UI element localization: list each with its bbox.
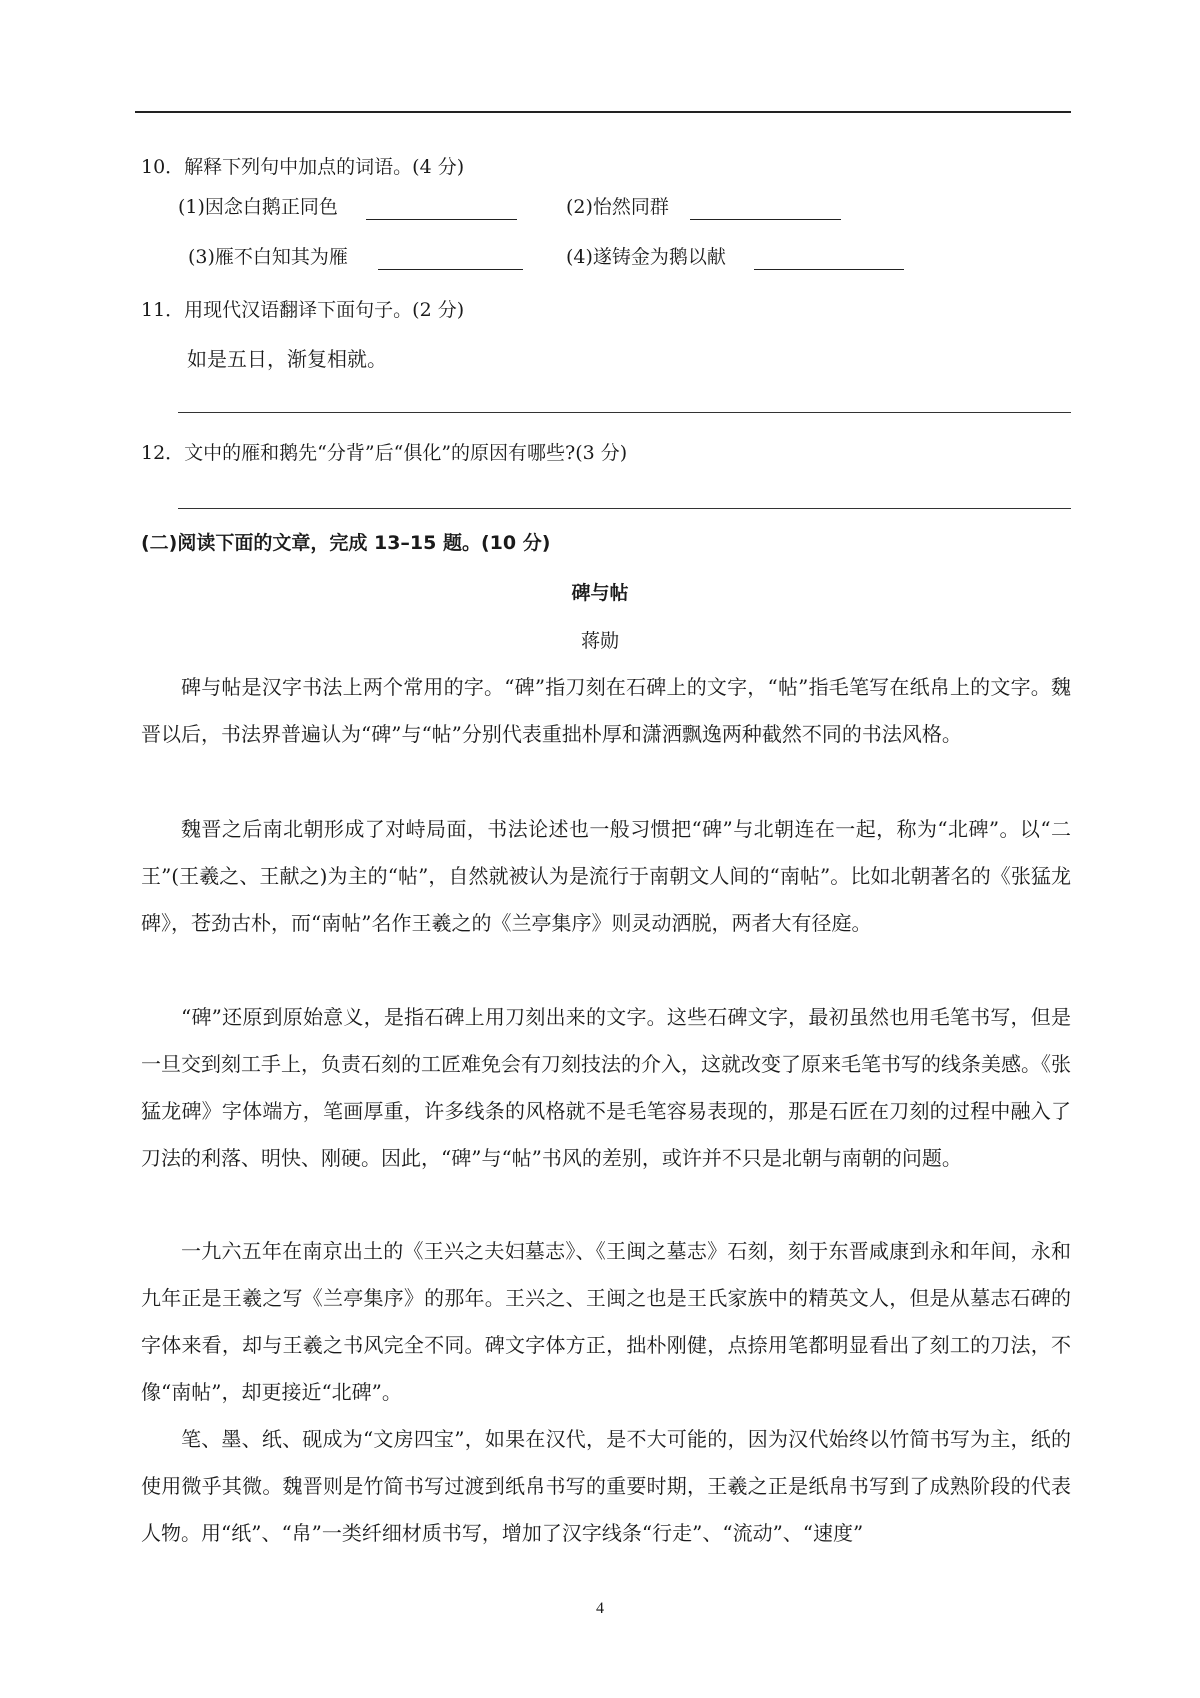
article-paragraph: 魏晋之后南北朝形成了对峙局面，书法论述也一般习惯把“碑”与北朝连在一起，称为“北碑”。以“二王”(王羲之、王献之)为主的“帖”，自然就被认为是流行于南朝文人间的“南帖”。比如北朝著名的《张猛龙碑》，苍劲古朴，而“南帖”名作王羲之的《兰亭集序》则灵动洒脱，两者大有径庭。: [141, 817, 1071, 935]
article-title: 碑与帖: [571, 582, 629, 604]
question-10-item-4: (4)遂铸金为鹅以献: [566, 246, 726, 268]
article-paragraph: 一九六五年在南京出土的《王兴之夫妇墓志》、《王闽之墓志》石刻，刻于东晋咸康到永和年间，永和九年正是王羲之写《兰亭集序》的那年。王兴之、王闽之也是王氏家族中的精英文人，但是从墓志石碑的字体来看，却与王羲之书风完全不同。碑文字体方正，拙朴刚健，点捺用笔都明显看出了刻工的刀法，不像“南帖”，却更接近“北碑”。: [141, 1239, 1071, 1404]
question-10-item-3: (3)雁不白知其为雁: [188, 246, 348, 268]
article-paragraph: 笔、墨、纸、砚成为“文房四宝”，如果在汉代，是不大可能的，因为汉代始终以竹简书写为主，纸的使用微乎其微。魏晋则是竹简书写过渡到纸帛书写的重要时期，王羲之正是纸帛书写到了成熟阶段的代表人物。用“纸”、“帛”一类纤细材质书写，增加了汉字线条“行走”、“流动”、“速度”: [141, 1427, 1071, 1545]
article-paragraph: 碑与帖是汉字书法上两个常用的字。“碑”指刀刻在石碑上的文字，“帖”指毛笔写在纸帛上的文字。魏晋以后，书法界普遍认为“碑”与“帖”分别代表重拙朴厚和潇洒飘逸两种截然不同的书法风格。: [141, 675, 1071, 746]
question-12-stem: 12．文中的雁和鹅先“分背”后“俱化”的原因有哪些?(3 分): [141, 442, 628, 464]
answer-blank-1[interactable]: [366, 219, 517, 220]
question-10-item-1: (1)因念白鹅正同色: [178, 196, 338, 218]
page-number: 4: [596, 1600, 604, 1617]
article-paragraph: “碑”还原到原始意义，是指石碑上用刀刻出来的文字。这些石碑文字，最初虽然也用毛笔书写，但是一旦交到刻工手上，负责石刻的工匠难免会有刀刻技法的介入，这就改变了原来毛笔书写的线条美感。《张猛龙碑》字体端方，笔画厚重，许多线条的风格就不是毛笔容易表现的，那是石匠在刀刻的过程中融入了刀法的利落、明快、刚硬。因此，“碑”与“帖”书风的差别，或许并不只是北朝与南朝的问题。: [141, 1005, 1071, 1170]
answer-blank-2[interactable]: [690, 219, 841, 220]
question-10-stem: 10．解释下列句中加点的词语。(4 分): [141, 156, 465, 178]
section-heading: (二)阅读下面的文章，完成 13–15 题。(10 分): [141, 532, 551, 554]
answer-blank-4[interactable]: [754, 269, 904, 270]
header-rule: [135, 111, 1071, 113]
answer-line-q11[interactable]: [178, 412, 1071, 413]
question-11-sentence: 如是五日，渐复相就。: [187, 347, 387, 371]
answer-blank-3[interactable]: [378, 269, 523, 270]
question-10-item-2: (2)怡然同群: [566, 196, 669, 218]
question-11-stem: 11．用现代汉语翻译下面句子。(2 分): [141, 299, 465, 321]
article-author: 蒋勋: [580, 630, 619, 652]
answer-line-q12[interactable]: [178, 508, 1071, 509]
